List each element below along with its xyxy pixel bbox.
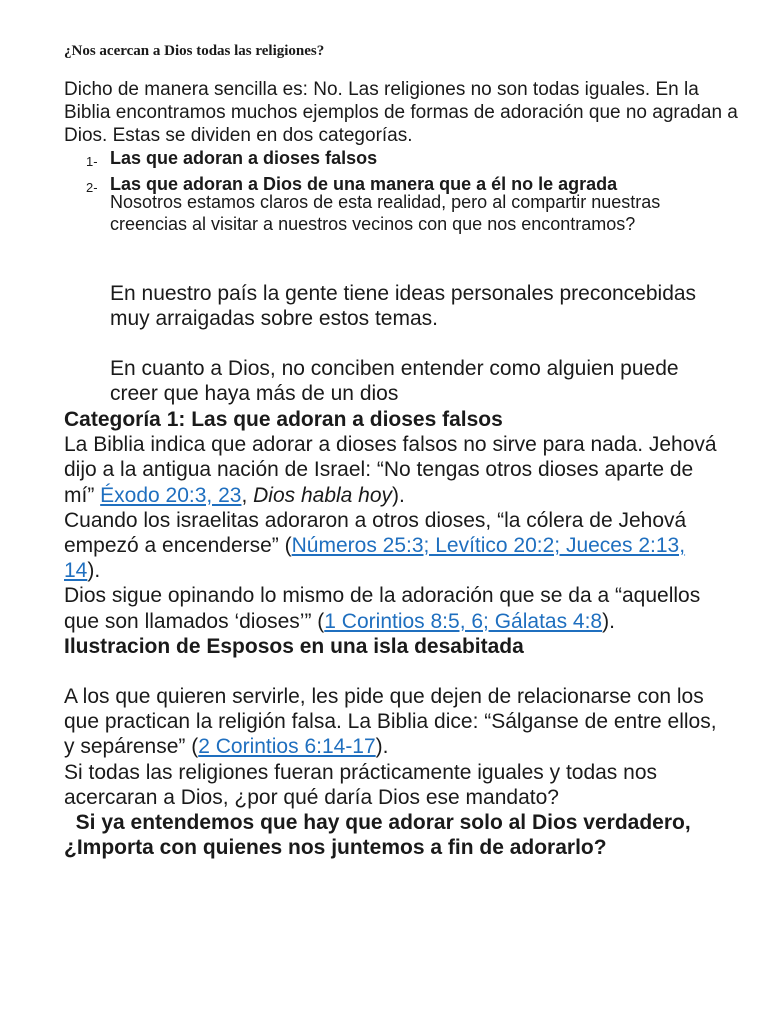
- after-list-paragraph: Nosotros estamos claros de esta realidad, pero al compartir nuestras creencias al visitar a nuestros vecinos con que nos encontramos?: [110, 192, 661, 234]
- scripture-link-2-corintios[interactable]: 2 Corintios 6:14-17: [198, 735, 376, 759]
- list-text: Las que adoran a dioses falsos: [110, 148, 378, 168]
- text-span: La Biblia indica que adorar a dioses falsos no sirve para nada. Jehová dijo a la antigua nación de Israel: “No tengas otros dioses aparte de mí”: [64, 433, 717, 507]
- translation-name: Dios habla hoy: [253, 483, 393, 507]
- paragraph-sepárense: [64, 684, 724, 760]
- list-number: 1-: [86, 154, 98, 169]
- illustration-heading: Ilustracion de Esposos en una isla desabitada: [64, 634, 524, 658]
- intro-paragraph: Dicho de manera sencilla es: No. Las religiones no son todas iguales. En la Biblia encontramos muchos ejemplos de formas de adoración que no agradan a Dios. Estas se dividen en dos categorías.: [64, 79, 738, 146]
- paragraph-numeros: [64, 508, 724, 584]
- text-span: ).: [87, 559, 101, 583]
- text-span: Dios sigue opinando lo mismo de la adoración que se da a “aquellos que son llamados ‘dioses’” (: [64, 584, 701, 633]
- list-number: 2-: [86, 180, 98, 195]
- scripture-link-numeros[interactable]: Números 25:3; Levítico 20:2; Jueces 2:13, 14: [64, 534, 686, 583]
- closing-question: Si ya entendemos que hay que adorar solo al Dios verdadero, ¿Importa con quienes nos juntemos a fin de adorarlo?: [64, 811, 697, 860]
- main-content: [64, 407, 724, 860]
- text-span: ).: [375, 735, 389, 759]
- scripture-link-exodo[interactable]: Éxodo 20:3, 23: [100, 483, 242, 507]
- country-paragraph: En nuestro país la gente tiene ideas personales preconcebidas muy arraigadas sobre estos temas.: [110, 282, 697, 330]
- spacer: [64, 659, 724, 684]
- text-span: ).: [602, 609, 615, 633]
- document-title: ¿Nos acercan a Dios todas las religiones?: [64, 43, 325, 59]
- text-span: ).: [392, 483, 405, 507]
- scripture-link-corintios[interactable]: 1 Corintios 8:5, 6; Gálatas 4:8: [324, 609, 603, 633]
- text-span: Cuando los israelitas adoraron a otros dioses, “la cólera de Jehová empezó a encenderse” (: [64, 508, 687, 558]
- text-span: ,: [241, 483, 254, 507]
- paragraph-mandato: Si todas las religiones fueran prácticamente iguales y todas nos acercaran a Dios, ¿por qué daría Dios ese mandato?: [64, 760, 658, 809]
- paragraph-exodo: [64, 432, 724, 508]
- category-1-heading: Categoría 1: Las que adoran a dioses falsos: [64, 408, 503, 431]
- text-span: A los que quieren servirle, les pide que dejen de relacionarse con los que practican la religión falsa. La Biblia dice: “Sálganse de entre ellos, y sepárense” (: [64, 685, 717, 759]
- paragraph-corintios: [64, 583, 724, 633]
- list-text: Las que adoran a Dios de una manera que a él no le agrada: [110, 174, 618, 194]
- god-paragraph: En cuanto a Dios, no conciben entender como alguien puede creer que haya más de un dios: [110, 357, 679, 405]
- list-item: [86, 147, 736, 173]
